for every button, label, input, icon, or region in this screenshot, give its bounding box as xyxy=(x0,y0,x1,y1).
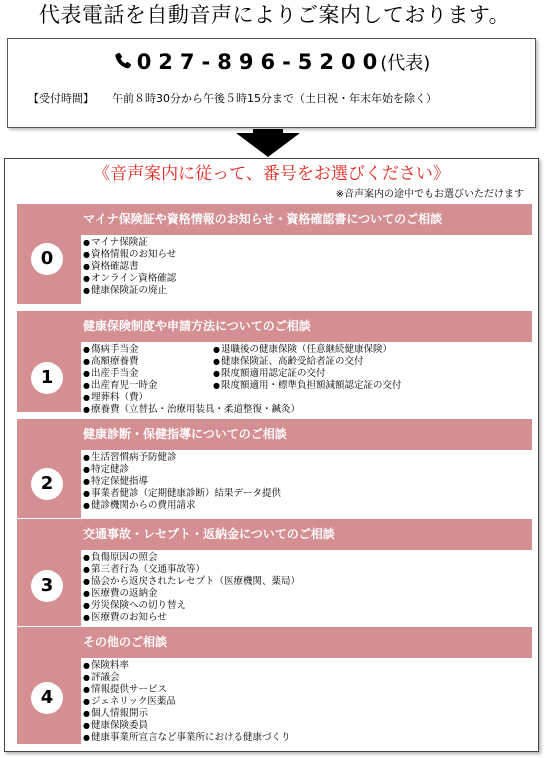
number-badge: 4 xyxy=(31,682,63,714)
list-item: ● 保険料率 xyxy=(83,660,291,672)
list-item: ● 限度額適用・標準負担額減額認定証の交付 xyxy=(213,380,402,392)
list-item: ● 退職後の健康保険（任意継続健康保険） xyxy=(213,344,402,356)
down-arrow-icon xyxy=(236,133,300,157)
menu-guide-box xyxy=(4,158,539,752)
number-column xyxy=(17,658,81,744)
list-item: ● 生活習慣病予防健診 xyxy=(83,452,281,464)
section-title: 健康診断・保健指導についてのご相談 xyxy=(83,427,287,441)
number-badge: 2 xyxy=(31,468,63,500)
list-item: ● 限度額適用認定証の交付 xyxy=(213,368,402,380)
list-item: ● マイナ保険証 xyxy=(83,237,176,249)
number-column xyxy=(17,450,81,518)
section-header xyxy=(17,419,532,450)
list-item: ● 傷病手当金 xyxy=(83,344,300,356)
menu-section-1 xyxy=(17,311,532,416)
section-header xyxy=(17,627,532,658)
number-column xyxy=(17,235,81,304)
section-header xyxy=(17,311,532,342)
instruction-text: 《音声案内に従って、番号をお選びください》 xyxy=(93,164,450,184)
list-item: ● 第三者行為（交通事故等） xyxy=(83,564,300,576)
section-header xyxy=(17,519,532,550)
list-item: ● 健診機関からの費用請求 xyxy=(83,500,281,512)
list-item: ● 出産育児一時金 xyxy=(83,380,300,392)
list-item: ● 評議会 xyxy=(83,672,291,684)
phone-icon xyxy=(113,51,133,71)
list-item: ● 出産手当金 xyxy=(83,368,300,380)
number-column xyxy=(17,550,81,626)
list-item: ● 協会から返戻されたレセプト（医療機関、薬局） xyxy=(83,576,300,588)
phone-suffix: (代表) xyxy=(380,53,431,74)
list-item: ● 健康保険証、高齢受給者証の交付 xyxy=(213,356,402,368)
list-item: ● 労災保険への切り替え xyxy=(83,600,300,612)
hours-label: 【受付時間】 xyxy=(28,92,94,105)
number-badge: 0 xyxy=(31,243,63,275)
list-item: ● 高額療養費 xyxy=(83,356,300,368)
list-item: ● 療養費（立替払・治療用装具・柔道整復・鍼灸） xyxy=(83,404,300,416)
number-badge: 1 xyxy=(31,362,63,394)
list-item: ● 健康保険証の廃止 xyxy=(83,285,176,297)
section-header xyxy=(17,204,532,235)
phone-line xyxy=(8,47,535,79)
number-column xyxy=(17,342,81,412)
menu-section-2 xyxy=(17,419,532,519)
list-item: ● 負傷原因の照会 xyxy=(83,552,300,564)
note-text: ※音声案内の途中でもお選びいただけます xyxy=(335,189,524,200)
menu-section-4 xyxy=(17,627,532,747)
business-hours xyxy=(28,91,437,107)
list-item: ● 健康事業所宣言など事業所における健康づくり xyxy=(83,732,291,744)
list-item: ● 資格情報のお知らせ xyxy=(83,249,176,261)
hours-text: 午前８時30分から午後５時15分まで（土日祝・年末年始を除く） xyxy=(112,92,437,105)
page-title: 代表電話を自動音声によりご案内しております。 xyxy=(38,3,511,27)
list-item: ● ジェネリック医薬品 xyxy=(83,696,291,708)
list-item: ● オンライン資格確認 xyxy=(83,273,176,285)
list-item: ● 医療費の返納金 xyxy=(83,588,300,600)
section-title: 健康保険制度や申請方法についてのご相談 xyxy=(83,319,311,333)
phone-number[interactable]: 027-896-5200 xyxy=(136,50,385,74)
phone-box xyxy=(7,38,536,128)
list-item: ● 情報提供サービス xyxy=(83,684,291,696)
menu-section-3 xyxy=(17,519,532,629)
list-item: ● 特定保健指導 xyxy=(83,476,281,488)
section-title: 交通事故・レセプト・返納金についてのご相談 xyxy=(83,527,335,541)
list-item: ● 特定健診 xyxy=(83,464,281,476)
section-title: マイナ保険証や資格情報のお知らせ・資格確認書についてのご相談 xyxy=(83,212,443,226)
list-item: ● 資格確認書 xyxy=(83,261,176,273)
menu-section-0 xyxy=(17,204,532,304)
list-item: ● 個人情報開示 xyxy=(83,708,291,720)
list-item: ● 埋葬料（費） xyxy=(83,392,300,404)
list-item: ● 健康保険委員 xyxy=(83,720,291,732)
list-item: ● 医療費のお知らせ xyxy=(83,612,300,624)
list-item: ● 事業者健診（定期健康診断）結果データ提供 xyxy=(83,488,281,500)
number-badge: 3 xyxy=(31,570,63,602)
section-title: その他のご相談 xyxy=(83,635,168,649)
